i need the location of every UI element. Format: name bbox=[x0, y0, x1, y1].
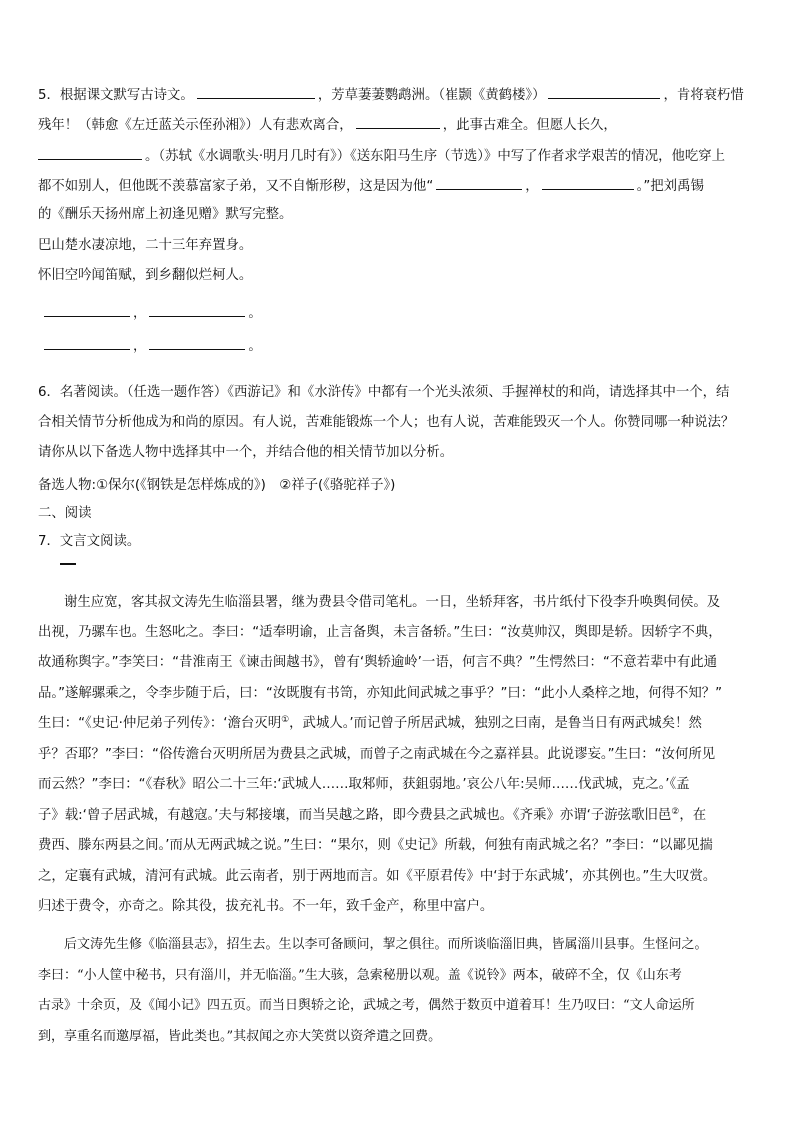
answer-blank[interactable] bbox=[44, 302, 130, 317]
section-one-mark bbox=[60, 563, 76, 565]
passage-line: 乎？否耶？”李曰：“俗传澹台灭明所居为费县之武城，而曾子之南武城在今之嘉祥县。此说谬妄。”生曰：“汝何所见 bbox=[38, 747, 716, 762]
poem-line-1: 巴山楚水凄凉地，二十三年弃置身。 bbox=[38, 238, 253, 253]
period: 。 bbox=[248, 306, 262, 321]
passage-line: 品。”遂解骡乘之，令李步随于后，曰：“汝既腹有书笥，亦知此间武城之事乎？”曰：“此小人桑梓之地，何得不知？” bbox=[38, 686, 723, 701]
q5-line-3 bbox=[38, 145, 725, 167]
passage-text: 生曰：“《史记·仲尼弟子列传》：‘澹台灭明 bbox=[38, 716, 282, 731]
period: 。 bbox=[248, 339, 262, 354]
section-heading: 二、阅读 bbox=[38, 506, 92, 521]
passage-text: 子》载:‘曾子居武城，有越寇。’夫与邾接壤，而当吴越之路，即今费县之武城也。《齐乘》亦谓‘子游弦歌旧邑 bbox=[38, 808, 672, 823]
passage-line: 后文涛先生修《临淄县志》，招生去。生以李可备顾问，挈之俱往。而所谈临淄旧典，皆属淄川县事。生怪问之。 bbox=[64, 937, 708, 952]
q7-title: 7．文言文阅读。 bbox=[38, 534, 141, 549]
q5-line-8 bbox=[38, 302, 262, 324]
passage-line: 出视，乃骡车也。生怒叱之。李曰：“适奉明谕，止言备舆，未言备轿。”生曰：“汝莫帅汉，舆即是轿。因轿字不典， bbox=[38, 625, 722, 640]
q5-text: 都不如别人，但他既不羡慕富家子弟，又不自惭形秽，这是因为他“ bbox=[38, 179, 434, 194]
passage-line: 古录》十余页，及《闻小记》四五页。而当日舆轿之论，武城之考，偶然于数页中道着耳！生乃叹曰：“文人命运所 bbox=[38, 998, 695, 1013]
footnote-marker: ① bbox=[281, 715, 290, 725]
q5-line-1 bbox=[38, 84, 744, 106]
comma: ， bbox=[133, 339, 147, 354]
passage-line: 费西、滕东两县之间。’而从无两武城之说。”生曰：“果尔，则《史记》所载，何独有南武城之名？”李曰：“以鄙见揣 bbox=[38, 838, 713, 853]
passage-line bbox=[38, 806, 706, 827]
passage-line: 而云然？”李曰：“《春秋》昭公二十三年:‘武城人……取邾师，获鉏弱地。’哀公八年:吴师……伐武城，克之。’《孟 bbox=[38, 777, 690, 792]
passage-text: ，武城人。’而记曾子所居武城，独别之曰南，是鲁当日有两武城矣！然 bbox=[289, 716, 702, 731]
q6-line-1: 6．名著阅读。（任选一题作答）《西游记》和《水浒传》中都有一个光头浓须、手握禅杖的和尚，请选择其中一个，结 bbox=[38, 385, 730, 400]
answer-blank[interactable] bbox=[548, 84, 660, 99]
q6-candidates: 备选人物:①保尔(《钢铁是怎样炼成的》) ②祥子(《骆驼祥子》) bbox=[38, 478, 396, 493]
answer-blank[interactable] bbox=[149, 302, 245, 317]
q5-text: 。”把刘禹锡 bbox=[636, 179, 704, 194]
q6-line-3: 请你从以下备选人物中选择其中一个，并结合他的相关情节加以分析。 bbox=[38, 445, 454, 460]
q5-line-9 bbox=[38, 335, 262, 357]
q5-text: ，肯将衰朽惜 bbox=[663, 88, 744, 103]
poem-line-2: 怀旧空吟闻笛赋，到乡翻似烂柯人。 bbox=[38, 268, 253, 283]
q5-line-2 bbox=[38, 114, 617, 136]
q5-prompt: 5．根据课文默写古诗文。 bbox=[38, 88, 194, 103]
passage-text: ，在 bbox=[679, 808, 707, 823]
answer-blank[interactable] bbox=[44, 335, 130, 350]
passage-line: 故通称舆字。”李笑曰：“昔淮南王《谏击闽越书》，曾有‘舆轿逾岭’一语，何言不典？”生愕然曰：“不意若辈中有此通 bbox=[38, 655, 717, 670]
answer-blank[interactable] bbox=[356, 114, 440, 129]
comma: ， bbox=[133, 306, 147, 321]
q5-text: ， bbox=[525, 179, 539, 194]
passage-line: 李曰：“小人筐中秘书，只有淄川，并无临淄。”生大骇，急索秘册以观。盖《说铃》两本，破碎不全，仅《山东考 bbox=[38, 968, 682, 983]
passage-line: 到，享重名而邀厚福，皆此类也。”其叔闻之亦大笑赏以资斧遣之回费。 bbox=[38, 1029, 442, 1044]
passage-line: 归述于费令，亦奇之。除其役，拔充礼书。不一年，致千金产，称里中富户。 bbox=[38, 899, 494, 914]
q5-text: 残年！（韩愈《左迁蓝关示侄孙湘》）人有悲欢离合， bbox=[38, 118, 353, 133]
q5-text: 。（苏轼《水调歌头·明月几时有》）《送东阳马生序（节选）》中写了作者求学艰苦的情况，他吃穿上 bbox=[145, 149, 726, 164]
q5-line-5: 的《酬乐天扬州席上初逢见赠》默写完整。 bbox=[38, 207, 293, 222]
q5-line-4 bbox=[38, 175, 704, 197]
q5-text: ，芳草萋萋鹦鹉洲。（崔颢《黄鹤楼》） bbox=[317, 88, 546, 103]
answer-blank[interactable] bbox=[542, 175, 634, 190]
q6-line-2: 合相关情节分析他成为和尚的原因。有人说，苦难能锻炼一个人；也有人说，苦难能毁灭一个人。你赞同哪一种说法？ bbox=[38, 415, 735, 430]
passage-line bbox=[38, 714, 702, 735]
q5-text: ，此事古难全。但愿人长久， bbox=[442, 118, 617, 133]
footnote-marker: ② bbox=[671, 807, 680, 817]
answer-blank[interactable] bbox=[436, 175, 522, 190]
answer-blank[interactable] bbox=[197, 84, 315, 99]
answer-blank[interactable] bbox=[38, 145, 142, 160]
passage-line: 之，定襄有武城，清河有武城。此云南者，别于两地而言。如《平原君传》中‘封于东武城’，亦其例也。”生大叹赏。 bbox=[38, 869, 717, 884]
passage-line: 谢生应宽，客其叔文涛先生临淄县署，继为费县令借司笔札。一日，坐轿拜客，书片纸付下役李升唤舆伺侯。及 bbox=[64, 595, 721, 610]
answer-blank[interactable] bbox=[149, 335, 245, 350]
